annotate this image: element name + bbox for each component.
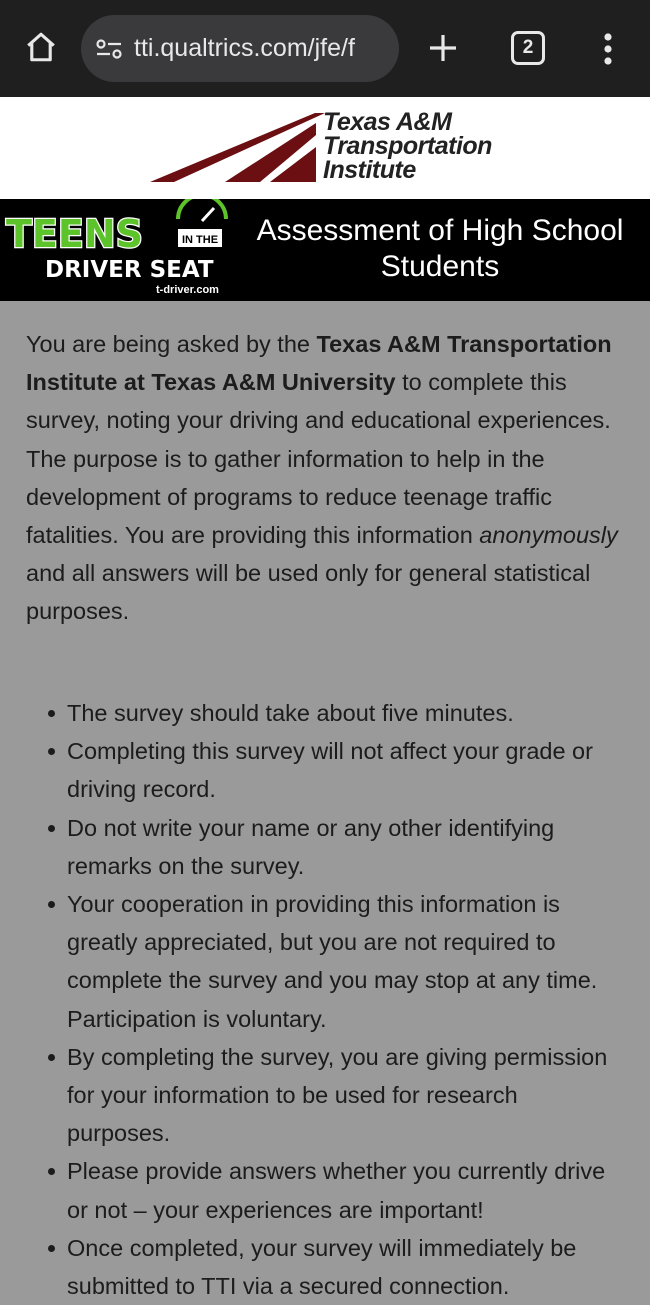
intro-paragraph: You are being asked by the Texas A&M Transportation Institute at Texas A&M University to complete this survey, noting your driving and educational experiences. The purpose is to gather information to help in the development of programs to reduce teenage traffic fatalities. You are providing this information anonymously and all answers will be used only for general statistical purposes.: [26, 331, 618, 625]
page-title: Assessment of High School Students: [256, 214, 624, 283]
address-bar[interactable]: [81, 15, 399, 82]
intro-italic-anonymously: anonymously: [479, 522, 618, 549]
site-settings-icon[interactable]: [94, 34, 124, 64]
tab-switcher-button[interactable]: 2: [511, 31, 545, 65]
teens-logo-driver-seat: DRIVER SEAT: [45, 257, 214, 283]
survey-notes-list: [67, 694, 627, 1305]
list-item: Please provide answers whether you currently drive or not – your experiences are important!: [67, 1152, 627, 1228]
teens-logo-main: TEENS: [6, 212, 144, 256]
browser-toolbar: [0, 0, 650, 97]
menu-button[interactable]: [596, 30, 620, 68]
teens-driver-seat-logo: [0, 199, 232, 301]
list-item: Once completed, your survey will immediately be submitted to TTI via a secured connection.: [67, 1229, 627, 1305]
new-tab-button[interactable]: [423, 28, 463, 68]
tti-logo-line-1: Texas A&M: [323, 108, 452, 136]
home-button[interactable]: [20, 26, 62, 68]
list-item: The survey should take about five minutes.: [67, 694, 627, 732]
more-vert-icon: [603, 33, 613, 65]
tti-logo-text: [323, 110, 492, 182]
tti-logo-line-3: Institute: [323, 156, 416, 184]
intro-bold-institute: Texas A&M Transportation Institute at Texas A&M University: [26, 331, 612, 396]
plus-icon: [427, 32, 459, 64]
list-item: Your cooperation in providing this information is greatly appreciated, but you are not required to complete the survey and you may stop at any time. Participation is voluntary.: [67, 885, 627, 1038]
teens-logo-in-the: IN THE: [181, 234, 219, 246]
list-item: By completing the survey, you are giving permission for your information to be used for research purposes.: [67, 1038, 627, 1153]
survey-banner: [0, 199, 650, 301]
list-item: Do not write your name or any other identifying remarks on the survey.: [67, 809, 627, 885]
teens-logo-site: t-driver.com: [156, 284, 219, 296]
url-text[interactable]: tti.qualtrics.com/jfe/f: [134, 34, 355, 62]
list-item: Completing this survey will not affect your grade or driving record.: [67, 732, 627, 808]
home-icon: [24, 30, 58, 64]
tti-logo-line-2: Transportation: [323, 132, 492, 160]
tti-header: [0, 97, 650, 199]
intro-text: [26, 325, 626, 631]
